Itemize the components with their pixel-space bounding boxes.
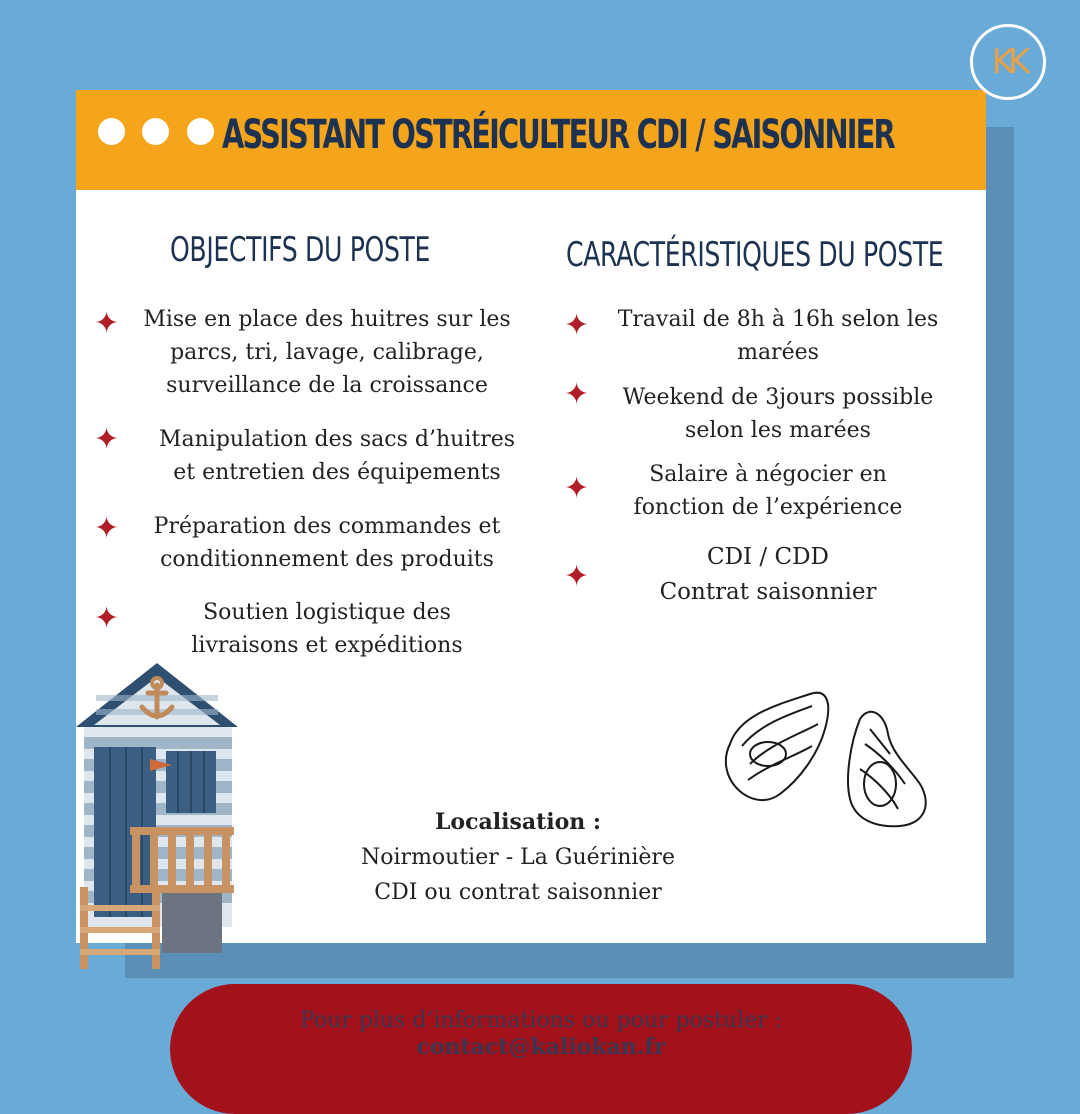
objectif-line: Soutien logistique des xyxy=(203,600,451,625)
four-point-star-icon: ✦ xyxy=(94,306,120,341)
four-point-star-icon: ✦ xyxy=(564,471,590,506)
four-point-star-icon: ✦ xyxy=(94,511,120,546)
four-point-star-icon: ✦ xyxy=(564,308,590,343)
footer-banner xyxy=(170,984,912,1114)
objectif-item xyxy=(132,510,522,576)
objectifs-title: OBJECTIFS DU POSTE xyxy=(170,230,431,270)
caracteristique-line: Travail de 8h à 16h selon les xyxy=(617,307,939,332)
caracteristique-line: fonction de l’expérience xyxy=(633,495,903,520)
objectif-line: parcs, tri, lavage, calibrage, xyxy=(170,340,484,365)
localisation-contract: CDI ou contrat saisonnier xyxy=(374,880,662,905)
caracteristique-line: marées xyxy=(737,340,819,365)
objectif-line: livraisons et expéditions xyxy=(191,633,463,658)
job-title: ASSISTANT OSTRÉICULTEUR CDI / SAISONNIER xyxy=(222,112,894,158)
oysters-illustration xyxy=(720,684,950,844)
caracteristique-line: Salaire à négocier en xyxy=(649,462,887,487)
caracteristique-line: Contrat saisonnier xyxy=(659,579,877,605)
beach-hut-illustration xyxy=(70,655,245,975)
caracteristique-line: Weekend de 3jours possible xyxy=(622,385,934,410)
objectif-line: Manipulation des sacs d’huitres xyxy=(158,427,516,452)
localisation-place: Noirmoutier - La Guérinière xyxy=(361,845,675,870)
caracteristiques-title: CARACTÉRISTIQUES DU POSTE xyxy=(566,235,944,275)
four-point-star-icon: ✦ xyxy=(94,422,120,457)
objectif-line: surveillance de la croissance xyxy=(166,373,488,398)
four-point-star-icon: ✦ xyxy=(94,601,120,636)
objectif-line: Mise en place des huitres sur les xyxy=(143,307,511,332)
objectif-item xyxy=(132,303,522,402)
caracteristique-line: CDI / CDD xyxy=(707,544,829,570)
contact-email-link[interactable]: contact@kaliokan.fr xyxy=(416,1034,666,1060)
four-point-star-icon: ✦ xyxy=(564,377,590,412)
objectif-line: Préparation des commandes et xyxy=(153,514,501,539)
window-dot-1 xyxy=(98,118,125,145)
caracteristique-item xyxy=(593,540,943,610)
localisation-label: Localisation : xyxy=(434,809,602,835)
objectif-line: et entretien des équipements xyxy=(173,460,501,485)
logo-text: KK xyxy=(991,42,1025,82)
caracteristique-item xyxy=(603,303,953,369)
caracteristique-item xyxy=(593,458,943,524)
footer-info-text: Pour plus d’informations ou pour postuler : xyxy=(299,1008,783,1033)
window-dot-2 xyxy=(142,118,169,145)
objectif-item xyxy=(142,423,532,489)
header-bar xyxy=(76,90,986,190)
kaliokan-logo xyxy=(970,24,1046,100)
four-point-star-icon: ✦ xyxy=(564,559,590,594)
objectif-line: conditionnement des produits xyxy=(160,547,494,572)
caracteristique-item xyxy=(603,381,953,447)
objectif-item xyxy=(132,596,522,662)
window-dot-3 xyxy=(187,118,214,145)
localisation-block xyxy=(326,805,710,910)
caracteristique-line: selon les marées xyxy=(685,418,871,443)
